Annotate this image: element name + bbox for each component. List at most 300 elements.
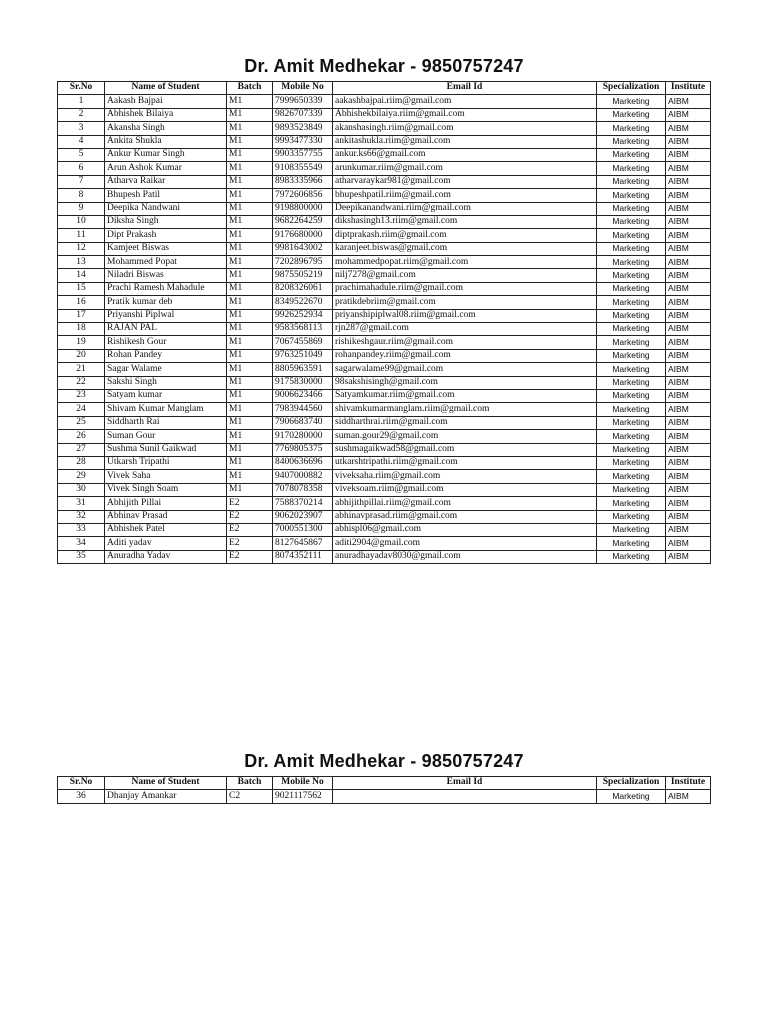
cell-mobile: 9170280000: [273, 430, 333, 443]
cell-email: nilj7278@gmail.com: [333, 269, 597, 282]
cell-institute: AIBM: [666, 550, 711, 563]
cell-specialization: Marketing: [597, 189, 666, 202]
cell-specialization: Marketing: [597, 135, 666, 148]
cell-specialization: Marketing: [597, 349, 666, 362]
cell-batch: E2: [227, 537, 273, 550]
cell-specialization: Marketing: [597, 523, 666, 536]
cell-sr-no: 35: [58, 550, 105, 563]
cell-mobile: 9826707339: [273, 108, 333, 121]
cell-sr-no: 25: [58, 416, 105, 429]
cell-student-name: Aditi yadav: [105, 537, 227, 550]
table-row: [58, 416, 711, 429]
table-row: [58, 135, 711, 148]
cell-batch: M1: [227, 470, 273, 483]
cell-mobile: 9875505219: [273, 269, 333, 282]
cell-specialization: Marketing: [597, 483, 666, 496]
cell-email: bhupeshpatil.riim@gmail.com: [333, 189, 597, 202]
cell-student-name: Priyanshi Piplwal: [105, 309, 227, 322]
cell-email: priyanshipiplwal08.riim@gmail.com: [333, 309, 597, 322]
cell-sr-no: 14: [58, 269, 105, 282]
cell-batch: E2: [227, 550, 273, 563]
table-row: [58, 282, 711, 295]
cell-email: karanjeet.biswas@gmail.com: [333, 242, 597, 255]
cell-email: Abhishekbilaiya.riim@gmail.com: [333, 108, 597, 121]
cell-email: akanshasingh.riim@gmail.com: [333, 122, 597, 135]
cell-mobile: 9198800000: [273, 202, 333, 215]
cell-mobile: 9176680000: [273, 229, 333, 242]
cell-batch: M1: [227, 122, 273, 135]
cell-batch: M1: [227, 282, 273, 295]
cell-student-name: Niladri Biswas: [105, 269, 227, 282]
table-row: [58, 363, 711, 376]
cell-email: rjn287@gmail.com: [333, 323, 597, 336]
cell-student-name: Ankita Shukla: [105, 135, 227, 148]
cell-specialization: Marketing: [597, 363, 666, 376]
cell-specialization: Marketing: [597, 202, 666, 215]
cell-batch: E2: [227, 510, 273, 523]
header-sr-no: Sr.No: [58, 777, 105, 790]
table-row: [58, 456, 711, 469]
cell-batch: M1: [227, 389, 273, 402]
cell-institute: AIBM: [666, 430, 711, 443]
cell-mobile: 8208326061: [273, 282, 333, 295]
cell-student-name: Sagar Walame: [105, 363, 227, 376]
header-batch: Batch: [227, 777, 273, 790]
table-row: [58, 122, 711, 135]
table-row: [58, 323, 711, 336]
table-row: [58, 95, 711, 108]
table-row: [58, 497, 711, 510]
cell-email: viveksaha.riim@gmail.com: [333, 470, 597, 483]
cell-specialization: Marketing: [597, 537, 666, 550]
cell-specialization: Marketing: [597, 456, 666, 469]
cell-specialization: Marketing: [597, 122, 666, 135]
cell-email: pratikdebriim@gmail.com: [333, 296, 597, 309]
cell-batch: M1: [227, 416, 273, 429]
cell-email: shivamkumarmanglam.riim@gmail.com: [333, 403, 597, 416]
header-email: Email Id: [333, 82, 597, 95]
table-row: [58, 510, 711, 523]
cell-specialization: Marketing: [597, 336, 666, 349]
cell-batch: M1: [227, 403, 273, 416]
table-row: [58, 148, 711, 161]
cell-student-name: Sushma Sunil Gaikwad: [105, 443, 227, 456]
cell-institute: AIBM: [666, 416, 711, 429]
cell-sr-no: 26: [58, 430, 105, 443]
cell-specialization: Marketing: [597, 148, 666, 161]
cell-mobile: 7972606856: [273, 189, 333, 202]
cell-batch: M1: [227, 296, 273, 309]
cell-email: siddharthrai.riim@gmail.com: [333, 416, 597, 429]
header-institute: Institute: [666, 777, 711, 790]
header-mobile: Mobile No: [273, 777, 333, 790]
header-name: Name of Student: [105, 82, 227, 95]
cell-mobile: 8400636696: [273, 456, 333, 469]
cell-batch: M1: [227, 242, 273, 255]
cell-batch: M1: [227, 108, 273, 121]
cell-email: sagarwalame99@gmail.com: [333, 363, 597, 376]
cell-mobile: 9893523849: [273, 122, 333, 135]
cell-institute: AIBM: [666, 389, 711, 402]
cell-institute: AIBM: [666, 443, 711, 456]
table-row: [58, 189, 711, 202]
cell-student-name: Sakshi Singh: [105, 376, 227, 389]
cell-sr-no: 20: [58, 349, 105, 362]
cell-batch: E2: [227, 497, 273, 510]
table-row: [58, 229, 711, 242]
table-row: [58, 790, 711, 803]
cell-email: abhinavprasad.riim@gmail.com: [333, 510, 597, 523]
cell-batch: M1: [227, 309, 273, 322]
cell-email: utkarshtripathi.riim@gmail.com: [333, 456, 597, 469]
cell-student-name: Pratik kumar deb: [105, 296, 227, 309]
cell-student-name: Dipt Prakash: [105, 229, 227, 242]
cell-email: diptprakash.riim@gmail.com: [333, 229, 597, 242]
cell-student-name: Satyam kumar: [105, 389, 227, 402]
cell-batch: M1: [227, 323, 273, 336]
cell-specialization: Marketing: [597, 430, 666, 443]
cell-email: dikshasingh13.riim@gmail.com: [333, 215, 597, 228]
table-row: [58, 537, 711, 550]
cell-batch: M1: [227, 349, 273, 362]
cell-sr-no: 13: [58, 256, 105, 269]
cell-institute: AIBM: [666, 135, 711, 148]
cell-sr-no: 21: [58, 363, 105, 376]
cell-institute: AIBM: [666, 148, 711, 161]
cell-email: 98sakshisingh@gmail.com: [333, 376, 597, 389]
cell-sr-no: 8: [58, 189, 105, 202]
table-row: [58, 483, 711, 496]
cell-student-name: Kamjeet Biswas: [105, 242, 227, 255]
cell-institute: AIBM: [666, 309, 711, 322]
cell-mobile: 8349522670: [273, 296, 333, 309]
cell-batch: M1: [227, 269, 273, 282]
table-row: [58, 550, 711, 563]
cell-institute: AIBM: [666, 483, 711, 496]
cell-mobile: 8127645867: [273, 537, 333, 550]
table-row: [58, 269, 711, 282]
table-row: [58, 202, 711, 215]
cell-specialization: Marketing: [597, 497, 666, 510]
cell-institute: AIBM: [666, 336, 711, 349]
table-row: [58, 389, 711, 402]
table-row: [58, 215, 711, 228]
cell-specialization: Marketing: [597, 175, 666, 188]
cell-sr-no: 3: [58, 122, 105, 135]
cell-specialization: Marketing: [597, 323, 666, 336]
header-email: Email Id: [333, 777, 597, 790]
table-row: [58, 336, 711, 349]
cell-email: abhijithpillai.riim@gmail.com: [333, 497, 597, 510]
cell-specialization: Marketing: [597, 215, 666, 228]
cell-batch: M1: [227, 483, 273, 496]
cell-specialization: Marketing: [597, 269, 666, 282]
cell-mobile: 9006623466: [273, 389, 333, 402]
cell-mobile: 9583568113: [273, 323, 333, 336]
table-header-row: [58, 777, 711, 790]
cell-student-name: Anuradha Yadav: [105, 550, 227, 563]
cell-institute: AIBM: [666, 470, 711, 483]
cell-student-name: Suman Gour: [105, 430, 227, 443]
cell-batch: M1: [227, 376, 273, 389]
cell-mobile: 7067455869: [273, 336, 333, 349]
cell-email: arunkumar.riim@gmail.com: [333, 162, 597, 175]
cell-institute: AIBM: [666, 497, 711, 510]
cell-batch: M1: [227, 363, 273, 376]
cell-institute: AIBM: [666, 202, 711, 215]
cell-student-name: Abhijith Pillai: [105, 497, 227, 510]
table-row: [58, 403, 711, 416]
table-row: [58, 108, 711, 121]
cell-specialization: Marketing: [597, 416, 666, 429]
cell-institute: AIBM: [666, 349, 711, 362]
cell-sr-no: 17: [58, 309, 105, 322]
cell-institute: AIBM: [666, 162, 711, 175]
cell-email: aakashbajpai.riim@gmail.com: [333, 95, 597, 108]
cell-email: viveksoam.riim@gmail.com: [333, 483, 597, 496]
cell-email: ankur.ks66@gmail.com: [333, 148, 597, 161]
cell-batch: M1: [227, 162, 273, 175]
cell-student-name: Dhanjay Amankar: [105, 790, 227, 803]
cell-email: rohanpandey.riim@gmail.com: [333, 349, 597, 362]
cell-mobile: 9407000882: [273, 470, 333, 483]
cell-specialization: Marketing: [597, 256, 666, 269]
cell-student-name: Abhishek Bilaiya: [105, 108, 227, 121]
cell-specialization: Marketing: [597, 403, 666, 416]
cell-student-name: Vivek Saha: [105, 470, 227, 483]
cell-mobile: 7000551300: [273, 523, 333, 536]
cell-email: anuradhayadav8030@gmail.com: [333, 550, 597, 563]
cell-specialization: Marketing: [597, 443, 666, 456]
page-title-repeat: Dr. Amit Medhekar - 9850757247: [244, 751, 524, 771]
cell-mobile: 9021117562: [273, 790, 333, 803]
cell-student-name: RAJAN PAL: [105, 323, 227, 336]
cell-institute: AIBM: [666, 175, 711, 188]
cell-institute: AIBM: [666, 122, 711, 135]
cell-batch: M1: [227, 175, 273, 188]
header-specialization: Specialization: [597, 82, 666, 95]
cell-batch: M1: [227, 256, 273, 269]
cell-mobile: 8074352111: [273, 550, 333, 563]
cell-student-name: Mohammed Popat: [105, 256, 227, 269]
cell-batch: M1: [227, 202, 273, 215]
cell-student-name: Deepika Nandwani: [105, 202, 227, 215]
cell-sr-no: 4: [58, 135, 105, 148]
cell-institute: AIBM: [666, 256, 711, 269]
cell-institute: AIBM: [666, 363, 711, 376]
cell-mobile: 7588370214: [273, 497, 333, 510]
cell-specialization: Marketing: [597, 790, 666, 803]
header-name: Name of Student: [105, 777, 227, 790]
cell-sr-no: 10: [58, 215, 105, 228]
header-mobile: Mobile No: [273, 82, 333, 95]
cell-institute: AIBM: [666, 229, 711, 242]
cell-institute: AIBM: [666, 323, 711, 336]
cell-mobile: 7983944560: [273, 403, 333, 416]
cell-batch: M1: [227, 229, 273, 242]
cell-student-name: Abhinav Prasad: [105, 510, 227, 523]
cell-batch: M1: [227, 189, 273, 202]
cell-institute: AIBM: [666, 282, 711, 295]
cell-institute: AIBM: [666, 510, 711, 523]
cell-email: aditi2904@gmail.com: [333, 537, 597, 550]
table-row: [58, 296, 711, 309]
cell-email: [333, 790, 597, 803]
cell-student-name: Rishikesh Gour: [105, 336, 227, 349]
cell-sr-no: 2: [58, 108, 105, 121]
cell-mobile: 9682264259: [273, 215, 333, 228]
cell-batch: C2: [227, 790, 273, 803]
cell-specialization: Marketing: [597, 470, 666, 483]
cell-email: Deepikanandwani.riim@gmail.com: [333, 202, 597, 215]
cell-student-name: Siddharth Rai: [105, 416, 227, 429]
cell-specialization: Marketing: [597, 376, 666, 389]
cell-specialization: Marketing: [597, 95, 666, 108]
cell-sr-no: 19: [58, 336, 105, 349]
cell-student-name: Bhupesh Patil: [105, 189, 227, 202]
cell-student-name: Prachi Ramesh Mahadule: [105, 282, 227, 295]
student-table-continued: [57, 776, 711, 804]
cell-student-name: Rohan Pandey: [105, 349, 227, 362]
cell-sr-no: 12: [58, 242, 105, 255]
cell-sr-no: 7: [58, 175, 105, 188]
page-title: Dr. Amit Medhekar - 9850757247: [244, 56, 524, 76]
cell-email: rishikeshgaur.riim@gmail.com: [333, 336, 597, 349]
cell-sr-no: 9: [58, 202, 105, 215]
cell-sr-no: 36: [58, 790, 105, 803]
cell-sr-no: 11: [58, 229, 105, 242]
table-row: [58, 309, 711, 322]
cell-student-name: Abhishek Patel: [105, 523, 227, 536]
student-table: [57, 81, 711, 564]
cell-specialization: Marketing: [597, 282, 666, 295]
cell-mobile: 9993477330: [273, 135, 333, 148]
cell-student-name: Vivek Singh Soam: [105, 483, 227, 496]
cell-mobile: 9981643002: [273, 242, 333, 255]
cell-email: prachimahadule.riim@gmail.com: [333, 282, 597, 295]
cell-batch: E2: [227, 523, 273, 536]
cell-institute: AIBM: [666, 403, 711, 416]
header-sr-no: Sr.No: [58, 82, 105, 95]
cell-email: sushmagaikwad58@gmail.com: [333, 443, 597, 456]
cell-mobile: 9175830000: [273, 376, 333, 389]
table-row: [58, 256, 711, 269]
cell-sr-no: 28: [58, 456, 105, 469]
cell-batch: M1: [227, 148, 273, 161]
cell-sr-no: 1: [58, 95, 105, 108]
cell-mobile: 7769805375: [273, 443, 333, 456]
cell-institute: AIBM: [666, 108, 711, 121]
cell-institute: AIBM: [666, 95, 711, 108]
table-row: [58, 175, 711, 188]
cell-email: atharvaraykar981@gmail.com: [333, 175, 597, 188]
cell-mobile: 8805963591: [273, 363, 333, 376]
cell-batch: M1: [227, 336, 273, 349]
cell-specialization: Marketing: [597, 229, 666, 242]
cell-batch: M1: [227, 95, 273, 108]
cell-batch: M1: [227, 135, 273, 148]
cell-student-name: Diksha Singh: [105, 215, 227, 228]
cell-institute: AIBM: [666, 242, 711, 255]
cell-email: Satyamkumar.riim@gmail.com: [333, 389, 597, 402]
cell-sr-no: 6: [58, 162, 105, 175]
cell-batch: M1: [227, 430, 273, 443]
table-row: [58, 430, 711, 443]
cell-specialization: Marketing: [597, 162, 666, 175]
cell-mobile: 7078078358: [273, 483, 333, 496]
cell-email: mohammedpopat.riim@gmail.com: [333, 256, 597, 269]
table-header-row: [58, 82, 711, 95]
cell-student-name: Shivam Kumar Manglam: [105, 403, 227, 416]
header-institute: Institute: [666, 82, 711, 95]
cell-institute: AIBM: [666, 376, 711, 389]
cell-sr-no: 5: [58, 148, 105, 161]
cell-mobile: 7999650339: [273, 95, 333, 108]
cell-institute: AIBM: [666, 215, 711, 228]
cell-specialization: Marketing: [597, 309, 666, 322]
cell-institute: AIBM: [666, 790, 711, 803]
cell-sr-no: 16: [58, 296, 105, 309]
cell-sr-no: 24: [58, 403, 105, 416]
header-specialization: Specialization: [597, 777, 666, 790]
cell-student-name: Akansha Singh: [105, 122, 227, 135]
cell-email: abhispl06@gmail.com: [333, 523, 597, 536]
cell-sr-no: 27: [58, 443, 105, 456]
cell-mobile: 7906683740: [273, 416, 333, 429]
table-row: [58, 523, 711, 536]
cell-email: suman.gour29@gmail.com: [333, 430, 597, 443]
cell-sr-no: 30: [58, 483, 105, 496]
table-row: [58, 349, 711, 362]
cell-mobile: 7202896795: [273, 256, 333, 269]
cell-mobile: 9763251049: [273, 349, 333, 362]
cell-specialization: Marketing: [597, 108, 666, 121]
table-row: [58, 242, 711, 255]
cell-student-name: Atharva Raikar: [105, 175, 227, 188]
cell-student-name: Ankur Kumar Singh: [105, 148, 227, 161]
cell-student-name: Utkarsh Tripathi: [105, 456, 227, 469]
cell-batch: M1: [227, 215, 273, 228]
cell-sr-no: 33: [58, 523, 105, 536]
cell-student-name: Aakash Bajpai: [105, 95, 227, 108]
cell-specialization: Marketing: [597, 242, 666, 255]
cell-institute: AIBM: [666, 523, 711, 536]
cell-specialization: Marketing: [597, 296, 666, 309]
table-row: [58, 443, 711, 456]
cell-student-name: Arun Ashok Kumar: [105, 162, 227, 175]
cell-sr-no: 23: [58, 389, 105, 402]
cell-mobile: 9108355549: [273, 162, 333, 175]
cell-institute: AIBM: [666, 296, 711, 309]
cell-sr-no: 32: [58, 510, 105, 523]
cell-mobile: 8983335966: [273, 175, 333, 188]
cell-specialization: Marketing: [597, 550, 666, 563]
cell-mobile: 9926252934: [273, 309, 333, 322]
cell-specialization: Marketing: [597, 389, 666, 402]
cell-sr-no: 29: [58, 470, 105, 483]
cell-institute: AIBM: [666, 456, 711, 469]
cell-sr-no: 15: [58, 282, 105, 295]
cell-batch: M1: [227, 456, 273, 469]
header-batch: Batch: [227, 82, 273, 95]
table-row: [58, 470, 711, 483]
cell-institute: AIBM: [666, 269, 711, 282]
cell-sr-no: 34: [58, 537, 105, 550]
cell-mobile: 9903357755: [273, 148, 333, 161]
cell-mobile: 9062023907: [273, 510, 333, 523]
table-row: [58, 162, 711, 175]
table-row: [58, 376, 711, 389]
